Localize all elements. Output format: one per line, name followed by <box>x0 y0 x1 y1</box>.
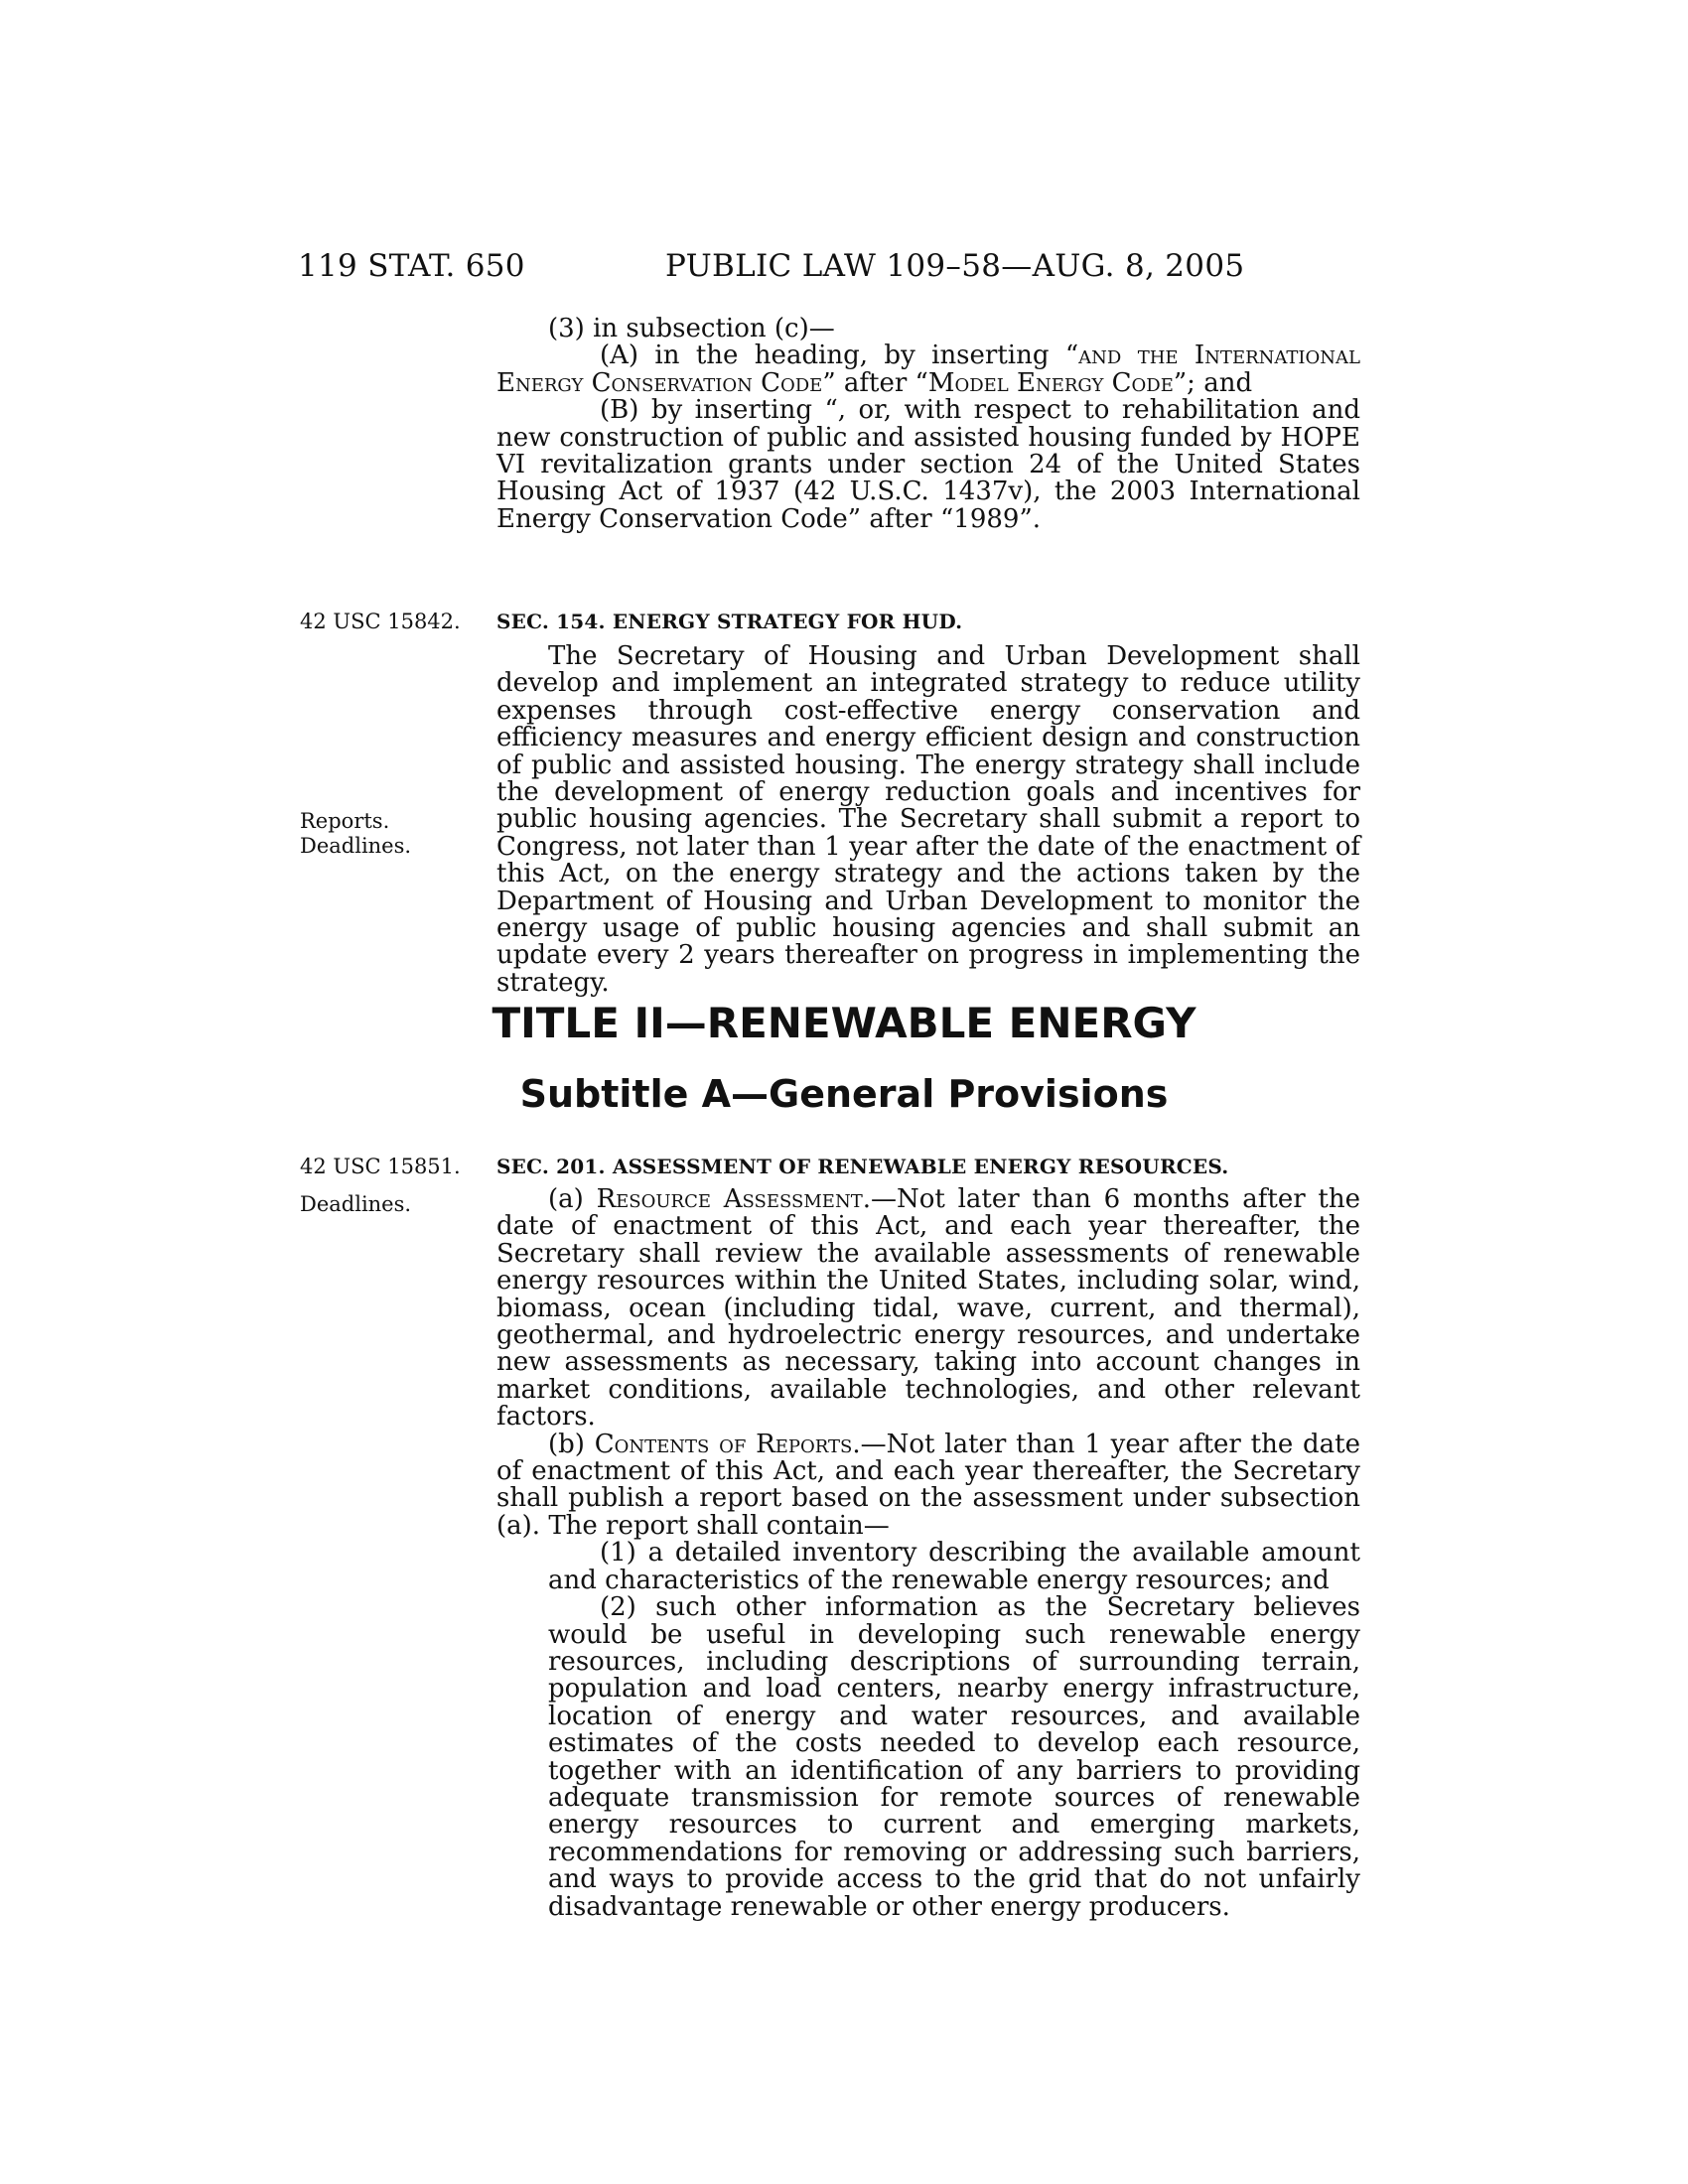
margin-note-reports: Reports. <box>300 809 390 833</box>
subsection-a-label: (a) <box>548 1184 597 1214</box>
margin-note-deadlines: Deadlines. <box>300 834 412 858</box>
subsection-a-text: .—Not later than 6 months after the date of enactment of this Act, and each year thereafter, the Secretary shall review the available assessments of renewable energy resources within the United States, including solar, wind, biomass, ocean (including tidal, wave, current, and thermal), geothermal, and hydroelectric energy resources, and undertake new assessments as necessary, taking into account changes in market conditions, available technologies, and other relevant factors. <box>496 1184 1361 1433</box>
margin-note-deadlines: Deadlines. <box>300 1192 412 1216</box>
subtitle-heading: Subtitle A—General Provisions <box>519 1072 1169 1116</box>
section-154-body: The Secretary of Housing and Urban Development shall develop and implement an integrated strategy to reduce utility expenses through cost-effective energy conservation and efficiency measures and energy efficient design and construction of public and assisted housing. The energy strategy shall include the development of energy reduction goals and incentives for public housing agencies. The Secretary shall submit a report to Congress, not later than 1 year after the date of the enactment of this Act, on the energy strategy and the actions taken by the Department of Housing and Urban Development to monitor the energy usage of public housing agencies and shall submit an update every 2 years thereafter on progress in implementing the strategy. <box>496 641 1360 998</box>
subsection-b-label: (b) <box>548 1429 595 1459</box>
paragraph-A <box>496 342 1360 397</box>
subsection-b-heading: Contents of Reports <box>594 1429 853 1459</box>
paragraph-B: (B) by inserting “, or, with respect to rehabilitation and new construction of public and assisted housing funded by HOPE VI revitalization grants under section 24 of the United States Housing Act of 1937 (42 U.S.C. 1437v), the 2003 International Energy Conservation Code” after “1989”. <box>496 395 1360 534</box>
section-201-heading: SEC. 201. ASSESSMENT OF RENEWABLE ENERGY RESOURCES. <box>496 1155 1229 1178</box>
section-154-body-block <box>496 643 1360 997</box>
paragraph-3: (3) in subsection (c)— <box>548 314 835 343</box>
subsection-b-text: .—Not later than 1 year after the date of enactment of this Act, and each year thereafter, the Secretary shall publish a report based on the assessment under subsection (a). The report shall contain— <box>496 1429 1360 1541</box>
amendment-block <box>496 316 1360 533</box>
page-stat-number: 119 STAT. 650 <box>298 248 525 284</box>
subsection-a <box>496 1186 1360 1432</box>
margin-citation: 42 USC 15842. <box>300 610 461 633</box>
small-caps-heading-text: Model Energy Code <box>927 367 1174 398</box>
list-item: (2) such other information as the Secretary believes would be useful in developing such renewable energy resources, including descriptions of surrounding terrain, population and load centers, nearby energy infrastructure, location of energy and water resources, and available estimates of the costs needed to develop each resource, together with an identification of any barriers to providing adequate transmission for remote sources of renewable energy resources to current and emerging markets, recommendations for removing or addressing such barriers, and ways to provide access to the grid that do not unfairly disadvantage renewable or other energy producers. <box>548 1592 1360 1922</box>
margin-citation: 42 USC 15851. <box>300 1155 461 1178</box>
list-item: (1) a detailed inventory describing the available amount and characteristics of the renewable energy resources; and <box>548 1538 1360 1595</box>
paragraph-A-text: ” after “ <box>822 367 928 398</box>
section-201-body <box>496 1186 1360 1921</box>
paragraph-A-text: ”; and <box>1173 367 1253 398</box>
paragraph-A-text: (A) in the heading, by inserting “ <box>600 341 1079 371</box>
subsection-a-heading: Resource Assessment <box>596 1184 863 1214</box>
section-154-heading: SEC. 154. ENERGY STRATEGY FOR HUD. <box>496 610 963 633</box>
subsection-b <box>496 1429 1360 1541</box>
small-caps-heading-text: and the International Energy Conservation Code <box>496 341 1360 398</box>
title-heading: TITLE II—RENEWABLE ENERGY <box>492 999 1196 1047</box>
running-header: PUBLIC LAW 109–58—AUG. 8, 2005 <box>665 248 1245 284</box>
